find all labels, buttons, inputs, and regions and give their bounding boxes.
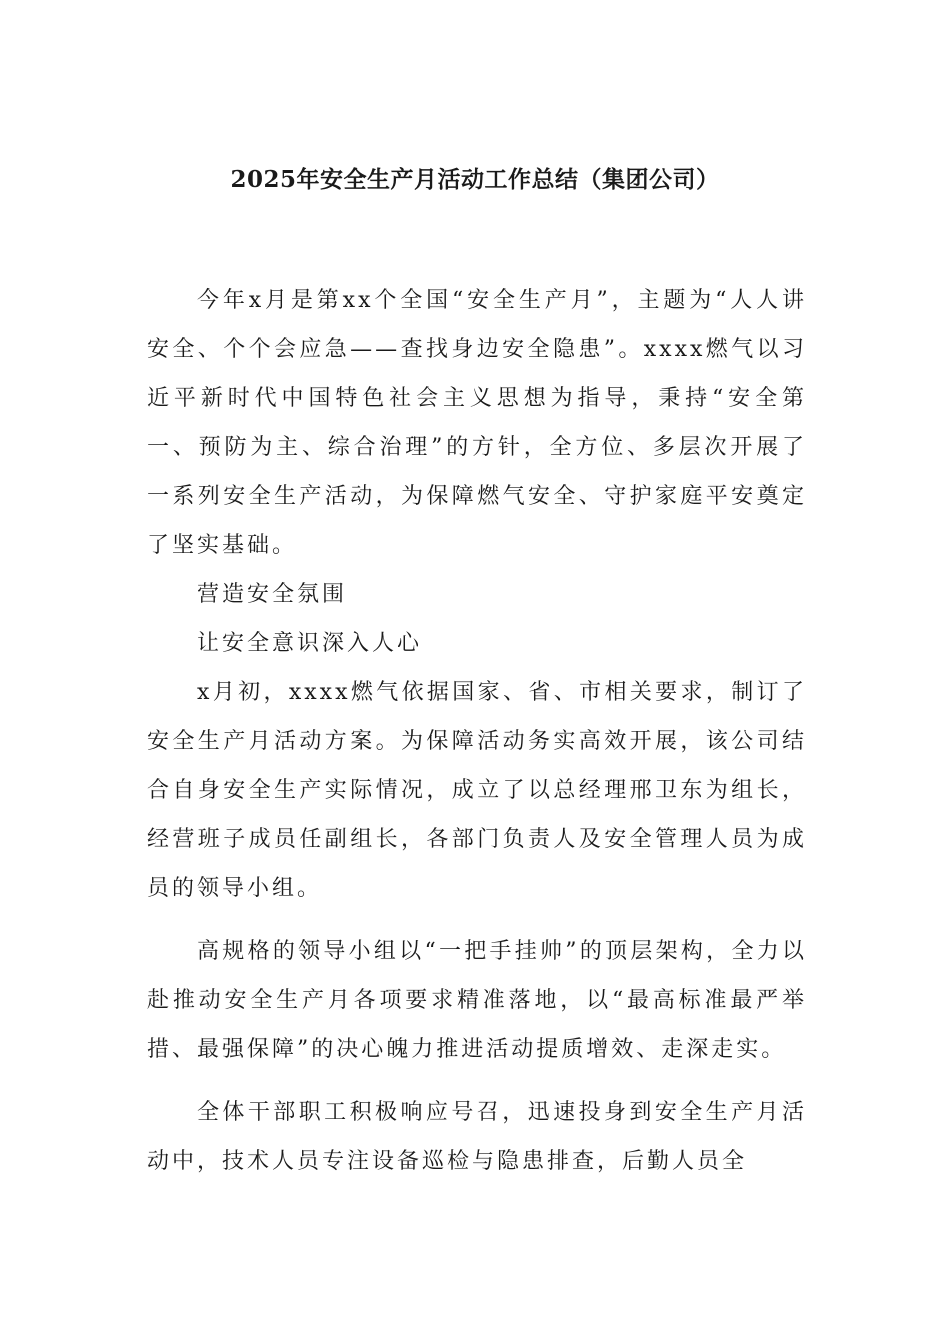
paragraph-leadership-group: x月初，xxxx燃气依据国家、省、市相关要求，制订了安全生产月活动方案。为保障活动务实高效开展，该公司结合自身安全生产实际情况，成立了以总经理邢卫东为组长，经营班子成员任副组长，各部门负责人及安全管理人员为成员的领导小组。 (147, 680, 807, 901)
section-subheading-awareness: 让安全意识深入人心 (197, 631, 423, 656)
document-body (147, 276, 807, 1186)
document-title: 2025年安全生产月活动工作总结（集团公司） (230, 166, 720, 193)
paragraph-staff-response: 全体干部职工积极响应号召，迅速投身到安全生产月活动中，技术人员专注设备巡检与隐患排查，后勤人员全 (147, 1100, 807, 1174)
section-heading-atmosphere: 营造安全氛围 (197, 582, 348, 607)
paragraph-intro: 今年x月是第xx个全国“安全生产月”，主题为“人人讲安全、个个会应急——查找身边安全隐患”。xxxx燃气以习近平新时代中国特色社会主义思想为指导，秉持“安全第一、预防为主、综合治理”的方针，全方位、多层次开展了一系列安全生产活动，为保障燃气安全、守护家庭平安奠定了坚实基础。 (147, 288, 807, 558)
paragraph-leadership-structure: 高规格的领导小组以“一把手挂帅”的顶层架构，全力以赴推动安全生产月各项要求精准落地，以“最高标准最严举措、最强保障”的决心魄力推进活动提质增效、走深走实。 (147, 939, 807, 1062)
